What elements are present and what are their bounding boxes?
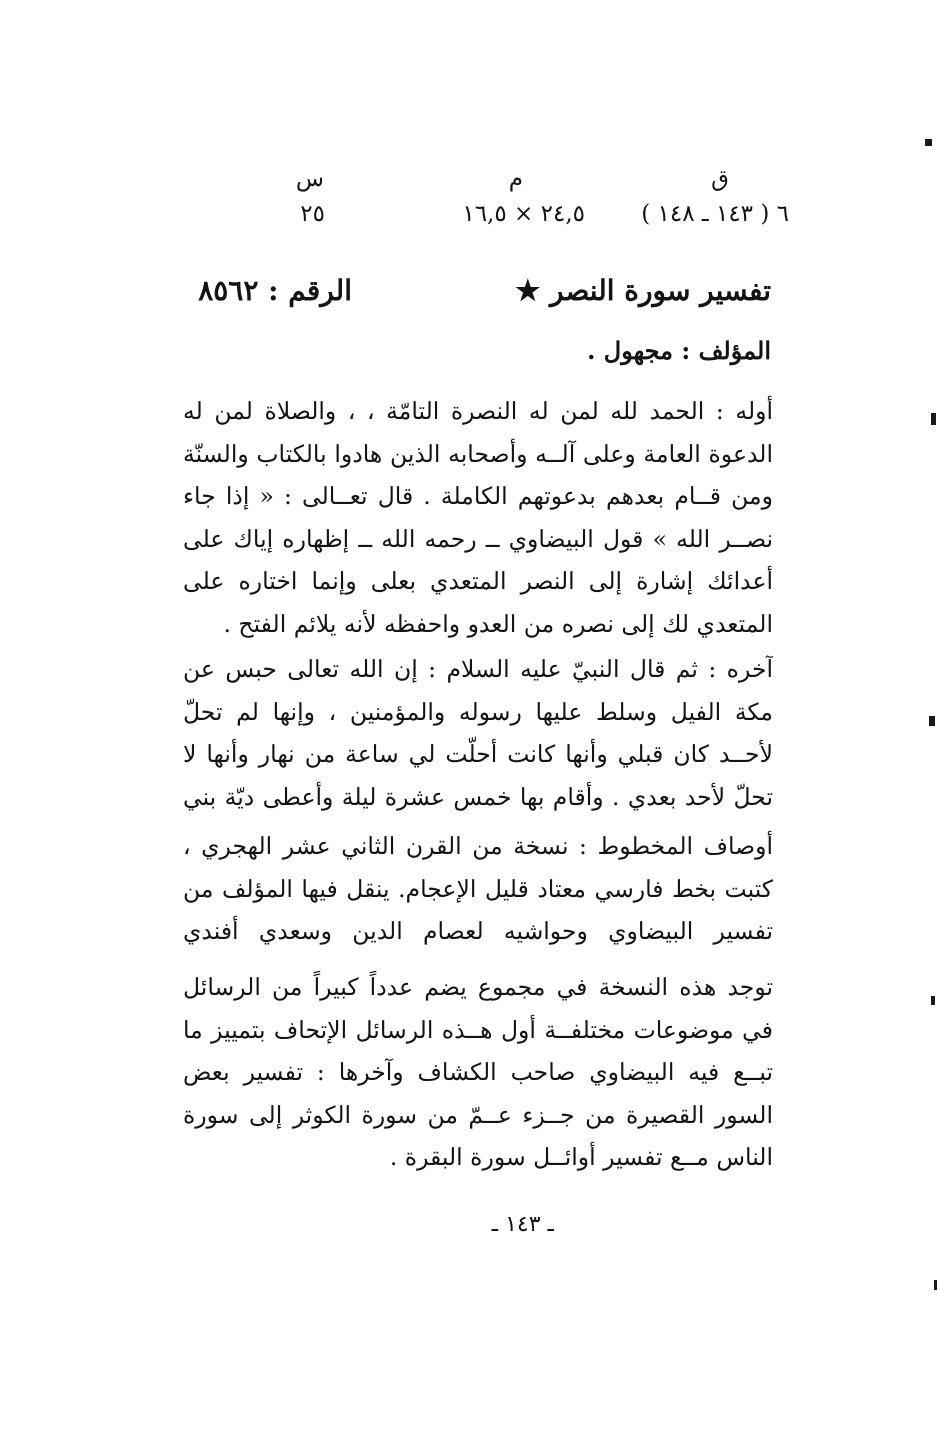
paragraph-description-text: أوصاف المخطوط : نسخة من القرن الثاني عشر الهجري ، كتبت بخط فارسي معتاد قليل الإعجام. ينقل فيها المؤلف من تفسير البيضاوي وحواشيه لعصام الدين وسعدي أفندي xyxy=(183,832,773,945)
page-number: ـ ١٤٣ ـ xyxy=(491,1212,554,1237)
paragraph-ending-text: آخره : ثم قال النبيّ عليه السلام : إن الله تعالى حبس عن مكة الفيل وسلط عليها رسوله والمؤمنين ، وإنها لم تحلّ لأحــد كان قبلي وأنها كانت أحلّت لي ساعة من نهار وأنها لا تحلّ لأحد بعدي . وأقام بها خمس عشرة ليلة وأعطى ديّة بني xyxy=(183,655,773,811)
scan-mark xyxy=(929,716,935,726)
scan-mark xyxy=(934,1280,937,1290)
header-label-s: س xyxy=(295,166,324,192)
header-value-m: ٢٤,٥ × ١٦,٥ xyxy=(462,201,585,227)
author-line: المؤلف : مجهول . xyxy=(587,336,771,365)
scan-mark xyxy=(925,139,932,146)
paragraph-notes xyxy=(183,966,773,1182)
paragraph-beginning-text: أوله : الحمد لله لمن له النصرة التامّة ، ، والصلاة لمن له الدعوة العامة وعلى آلــه وأصحابه الذين هادوا بالكتاب والسنّة ومن قــام بعدهم بدعوتهم الكاملة . قال تعــالى : « إذا جاء نصــر الله » قول البيضاوي ــ رحمه الله ــ إظهاره إياك على أعدائك إشارة إلى النصر المتعدي بعلى وإنما اختاره على المتعدي لك إلى نصره من العدو واحفظه لأنه يلائم الفتح . xyxy=(183,397,773,638)
header-value-s: ٢٥ xyxy=(300,201,325,227)
entry-number: الرقم : ٨٥٦٢ xyxy=(198,274,352,307)
paragraph-ending xyxy=(183,648,773,820)
header-value-q: ٦ ( ١٤٣ ـ ١٤٨ ) xyxy=(641,201,789,227)
paragraph-description xyxy=(183,825,773,955)
header-label-q: ق xyxy=(711,166,729,192)
header-label-m: م xyxy=(508,166,523,192)
paragraph-notes-text: توجد هذه النسخة في مجموع يضم عدداً كبيراً من الرسائل في موضوعات مختلفــة أول هــذه الرسائل الإتحاف بتمييز ما تبــع فيه البيضاوي صاحب الكشاف وآخرها : تفسير بعض السور القصيرة من جــزء عــمّ من سورة الكوثر إلى سورة الناس مــع تفسير أوائــل سورة البقرة . xyxy=(183,973,773,1171)
scan-mark xyxy=(931,413,936,425)
entry-title: تفسير سورة النصر ★ xyxy=(515,274,771,307)
paragraph-beginning xyxy=(183,390,773,650)
scan-mark xyxy=(931,996,935,1005)
